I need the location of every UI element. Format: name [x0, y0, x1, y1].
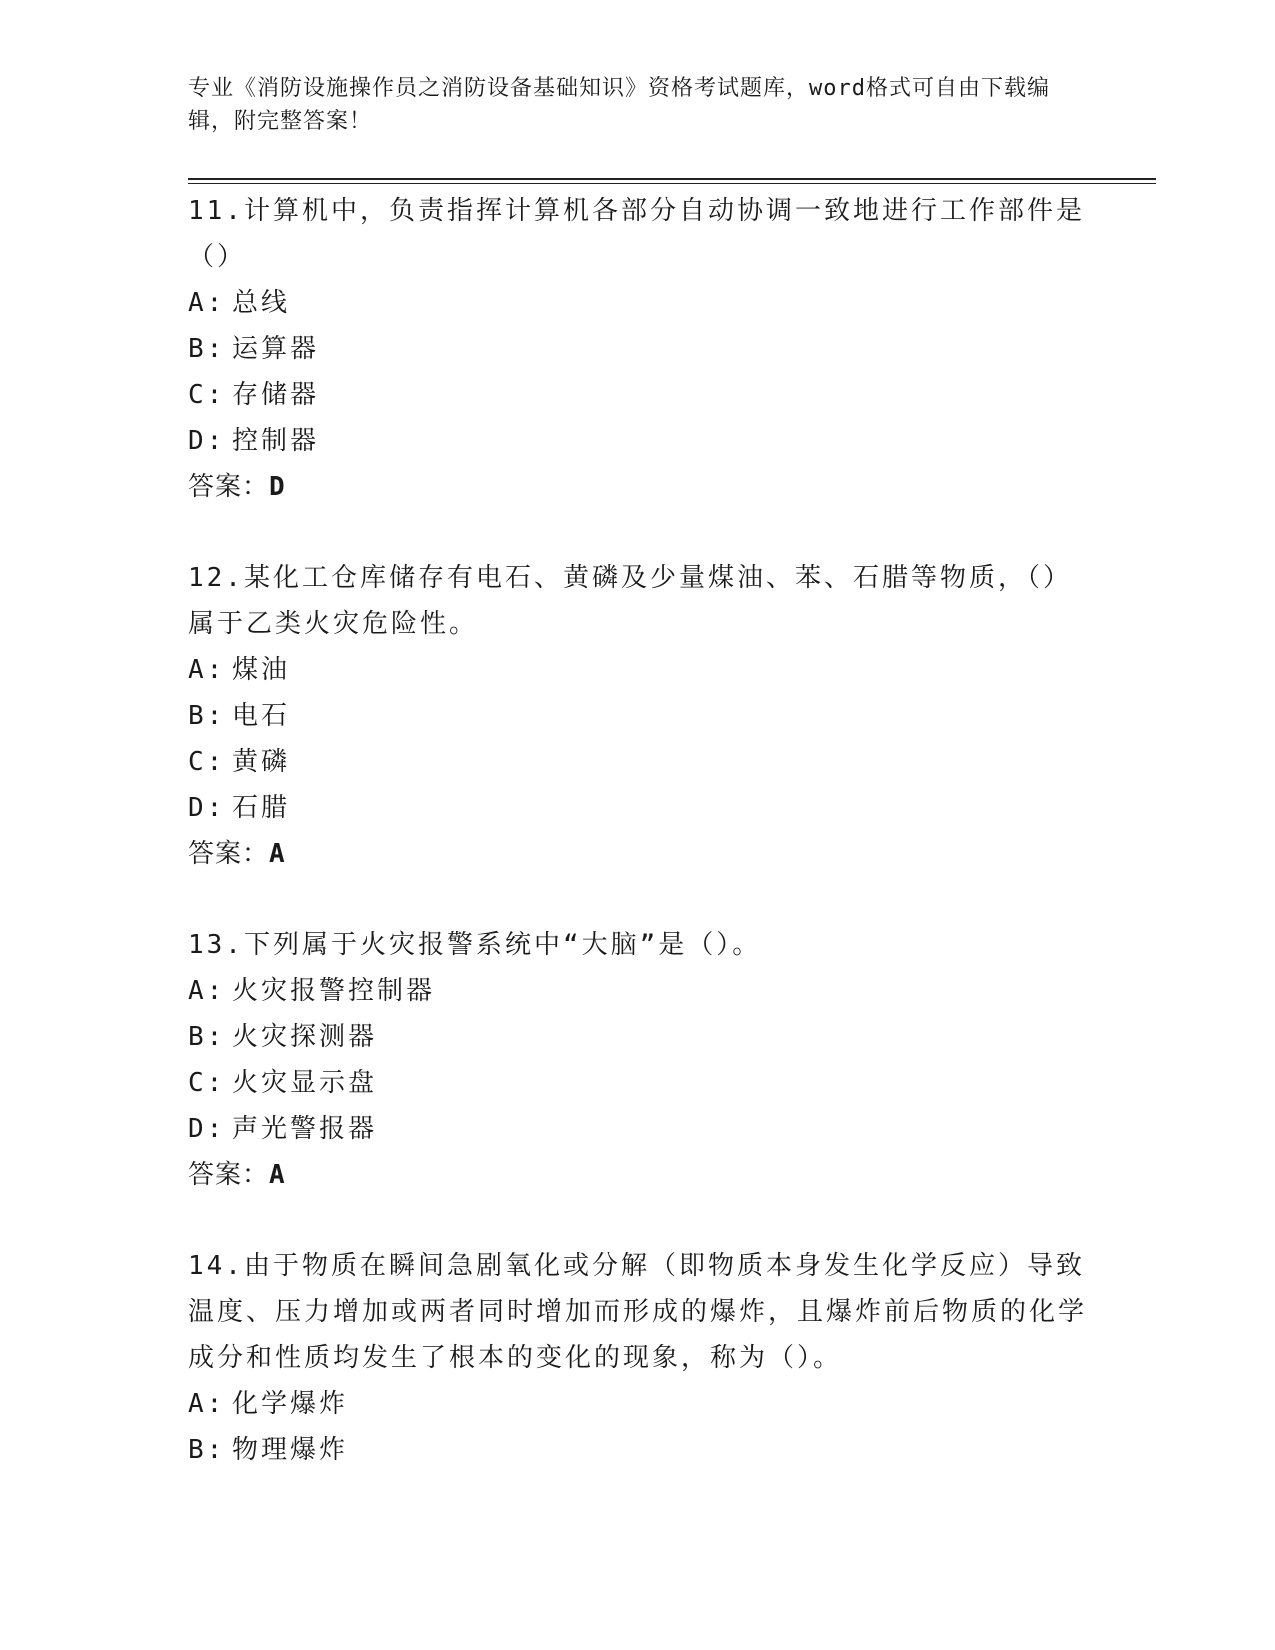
- answer-line: [188, 464, 1088, 510]
- option-c: [188, 1060, 1088, 1106]
- header-divider-thin: [188, 183, 1156, 184]
- question-12: [188, 555, 1088, 877]
- answer-value: D: [269, 472, 286, 502]
- question-stem: 12.某化工仓库储存有电石、黄磷及少量煤油、苯、石腊等物质，（）属于乙类火灾危险性。: [188, 563, 1072, 639]
- option-a: [188, 647, 1088, 693]
- option-c: [188, 372, 1088, 418]
- header-divider-thick: [188, 178, 1156, 180]
- option-text: 声光警报器: [232, 1114, 378, 1144]
- option-text: 电石: [232, 701, 291, 731]
- question-13: [188, 922, 1088, 1198]
- question-11: [188, 188, 1088, 510]
- option-letter: A:: [188, 655, 226, 685]
- option-letter: C:: [188, 1068, 226, 1098]
- option-text: 火灾显示盘: [232, 1068, 378, 1098]
- option-letter: B:: [188, 701, 226, 731]
- option-text: 石腊: [232, 793, 291, 823]
- option-b: [188, 326, 1088, 372]
- answer-line: [188, 831, 1088, 877]
- option-letter: D:: [188, 1114, 226, 1144]
- option-text: 存储器: [232, 380, 320, 410]
- option-d: [188, 418, 1088, 464]
- option-text: 煤油: [232, 655, 291, 685]
- option-letter: D:: [188, 793, 226, 823]
- option-letter: B:: [188, 1022, 226, 1052]
- option-text: 物理爆炸: [232, 1435, 349, 1465]
- option-a: [188, 1381, 1088, 1427]
- answer-value: A: [269, 839, 286, 869]
- option-b: [188, 1427, 1088, 1473]
- question-list: [188, 188, 1088, 1518]
- answer-label: 答案：: [188, 839, 270, 869]
- option-text: 总线: [232, 288, 291, 318]
- option-d: [188, 785, 1088, 831]
- option-letter: A:: [188, 1389, 226, 1419]
- option-letter: A:: [188, 288, 226, 318]
- option-text: 控制器: [232, 426, 320, 456]
- option-b: [188, 693, 1088, 739]
- option-a: [188, 280, 1088, 326]
- option-letter: D:: [188, 426, 226, 456]
- question-stem: 11.计算机中，负责指挥计算机各部分自动协调一致地进行工作部件是（）: [188, 196, 1085, 272]
- option-letter: B:: [188, 1435, 226, 1465]
- document-header: 专业《消防设施操作员之消防设备基础知识》资格考试题库，word格式可自由下载编辑，附完整答案！: [188, 76, 1050, 134]
- answer-value: A: [269, 1160, 286, 1190]
- answer-label: 答案：: [188, 1160, 270, 1190]
- question-stem: 13.下列属于火灾报警系统中“大脑”是（）。: [188, 930, 762, 960]
- option-a: [188, 968, 1088, 1014]
- answer-line: [188, 1152, 1088, 1198]
- option-c: [188, 739, 1088, 785]
- question-14: [188, 1243, 1088, 1473]
- option-text: 化学爆炸: [232, 1389, 349, 1419]
- option-text: 火灾探测器: [232, 1022, 378, 1052]
- answer-label: 答案：: [188, 472, 270, 502]
- option-d: [188, 1106, 1088, 1152]
- option-letter: B:: [188, 334, 226, 364]
- option-letter: A:: [188, 976, 226, 1006]
- question-stem: 14.由于物质在瞬间急剧氧化或分解（即物质本身发生化学反应）导致温度、压力增加或两者同时增加而形成的爆炸，且爆炸前后物质的化学成分和性质均发生了根本的变化的现象，称为（）。: [188, 1251, 1088, 1373]
- option-letter: C:: [188, 380, 226, 410]
- option-letter: C:: [188, 747, 226, 777]
- option-text: 运算器: [232, 334, 320, 364]
- option-text: 黄磷: [232, 747, 291, 777]
- option-b: [188, 1014, 1088, 1060]
- option-text: 火灾报警控制器: [232, 976, 436, 1006]
